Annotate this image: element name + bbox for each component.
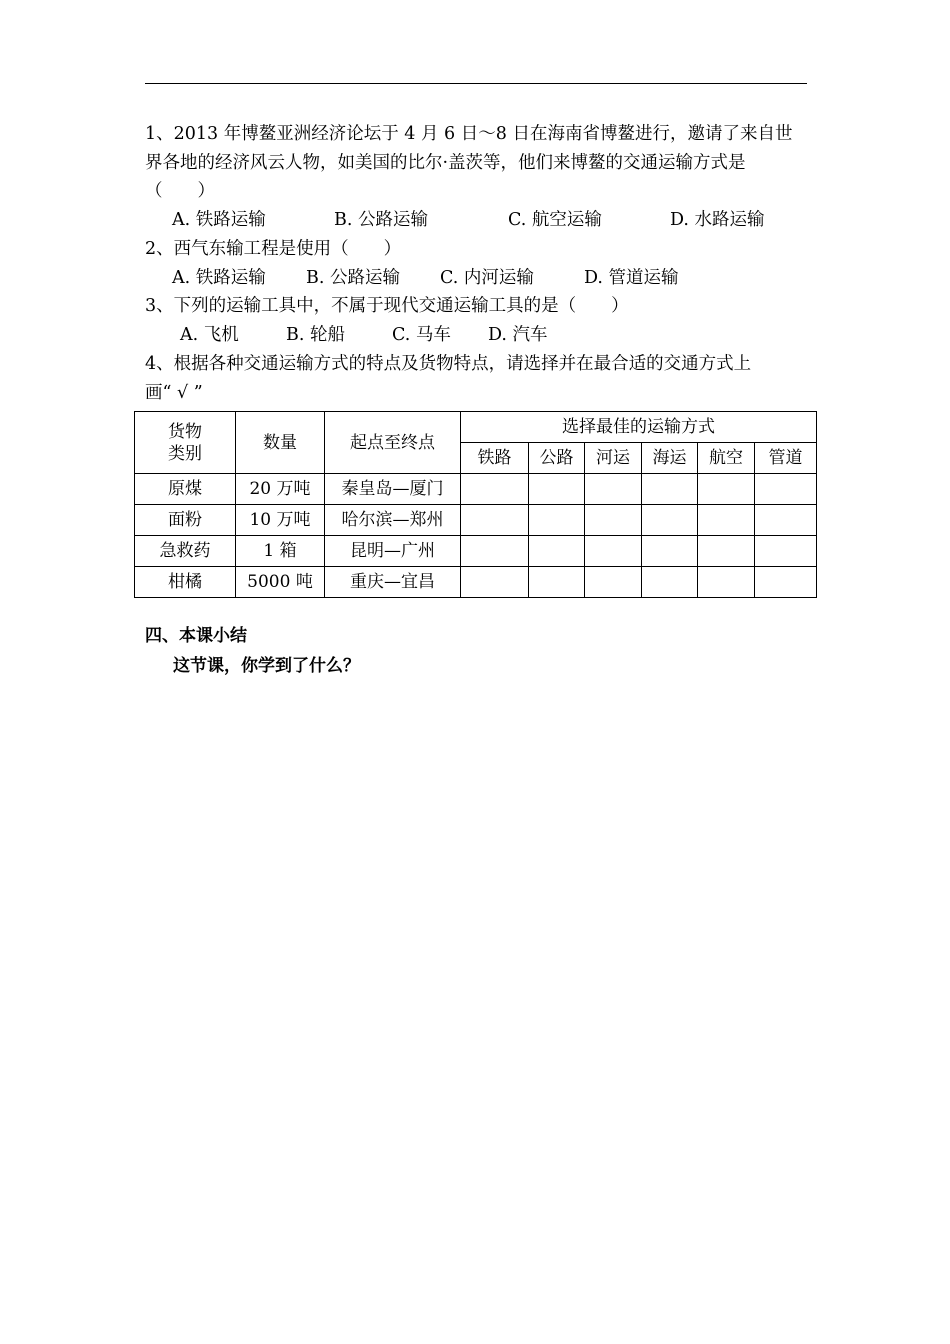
summary-heading: 四、本课小结 xyxy=(145,626,247,646)
q2-option-c: C. 内河运输 xyxy=(440,268,534,288)
q2-option-b: B. 公路运输 xyxy=(306,268,400,288)
route-cell: 哈尔滨—郑州 xyxy=(325,505,461,536)
q1-option-d: D. 水路运输 xyxy=(670,210,765,230)
answer-cell[interactable] xyxy=(461,536,529,567)
q1-text-line2: 界各地的经济风云人物，如美国的比尔·盖茨等，他们来博鳌的交通运输方式是 xyxy=(145,153,746,173)
q1-option-a: A. 铁路运输 xyxy=(172,210,266,230)
mode-rail: 铁路 xyxy=(461,443,529,474)
answer-cell[interactable] xyxy=(698,567,755,598)
q2-text: 2、西气东输工程是使用（ ） xyxy=(145,239,402,259)
quantity-cell: 10 万吨 xyxy=(236,505,325,536)
header-route: 起点至终点 xyxy=(325,412,461,474)
header-choose-mode: 选择最佳的运输方式 xyxy=(461,412,817,443)
answer-cell[interactable] xyxy=(755,505,817,536)
answer-cell[interactable] xyxy=(585,474,642,505)
q1-option-b: B. 公路运输 xyxy=(334,210,428,230)
quantity-cell: 1 箱 xyxy=(236,536,325,567)
answer-cell[interactable] xyxy=(755,536,817,567)
route-cell: 秦皇岛—厦门 xyxy=(325,474,461,505)
answer-cell[interactable] xyxy=(529,567,585,598)
header-rule xyxy=(145,83,807,84)
q1-text-line1: 1、2013 年博鳌亚洲经济论坛于 4 月 6 日～8 日在海南省博鳌进行，邀请了来自世 xyxy=(145,124,793,144)
summary-question: 这节课，你学到了什么？ xyxy=(173,656,360,676)
answer-cell[interactable] xyxy=(461,474,529,505)
transport-table xyxy=(134,411,817,598)
q2-option-a: A. 铁路运输 xyxy=(172,268,266,288)
answer-cell[interactable] xyxy=(642,505,698,536)
q1-option-c: C. 航空运输 xyxy=(508,210,602,230)
cargo-cell: 急救药 xyxy=(135,536,236,567)
answer-cell[interactable] xyxy=(529,505,585,536)
answer-cell[interactable] xyxy=(461,505,529,536)
answer-cell[interactable] xyxy=(585,536,642,567)
header-cargo xyxy=(135,412,236,474)
q3-option-c: C. 马车 xyxy=(392,325,451,345)
answer-cell[interactable] xyxy=(698,505,755,536)
table-header-row xyxy=(135,412,817,443)
answer-cell[interactable] xyxy=(755,474,817,505)
cargo-cell: 柑橘 xyxy=(135,567,236,598)
q4-text-line2: 画“ √ ” xyxy=(145,383,203,403)
route-cell: 昆明—广州 xyxy=(325,536,461,567)
cargo-cell: 面粉 xyxy=(135,505,236,536)
answer-cell[interactable] xyxy=(461,567,529,598)
table-row xyxy=(135,567,817,598)
answer-cell[interactable] xyxy=(698,474,755,505)
table-row xyxy=(135,505,817,536)
cargo-cell: 原煤 xyxy=(135,474,236,505)
answer-cell[interactable] xyxy=(529,474,585,505)
q3-option-b: B. 轮船 xyxy=(286,325,345,345)
quantity-cell: 20 万吨 xyxy=(236,474,325,505)
answer-cell[interactable] xyxy=(529,536,585,567)
mode-sea: 海运 xyxy=(642,443,698,474)
mode-air: 航空 xyxy=(698,443,755,474)
answer-cell[interactable] xyxy=(585,505,642,536)
table-row xyxy=(135,474,817,505)
q2-option-d: D. 管道运输 xyxy=(584,268,679,288)
route-cell: 重庆—宜昌 xyxy=(325,567,461,598)
table-row xyxy=(135,536,817,567)
header-quantity: 数量 xyxy=(236,412,325,474)
q1-text-line3: （ ） xyxy=(145,181,215,201)
header-cargo-line2: 类别 xyxy=(168,443,202,464)
q4-text-line1: 4、根据各种交通运输方式的特点及货物特点，请选择并在最合适的交通方式上 xyxy=(145,354,752,374)
quantity-cell: 5000 吨 xyxy=(236,567,325,598)
header-cargo-line1: 货物 xyxy=(168,421,202,442)
answer-cell[interactable] xyxy=(642,567,698,598)
mode-pipeline: 管道 xyxy=(755,443,817,474)
answer-cell[interactable] xyxy=(642,474,698,505)
answer-cell[interactable] xyxy=(698,536,755,567)
q3-text: 3、下列的运输工具中，不属于现代交通运输工具的是（ ） xyxy=(145,296,629,316)
q3-option-d: D. 汽车 xyxy=(488,325,548,345)
answer-cell[interactable] xyxy=(755,567,817,598)
q3-option-a: A. 飞机 xyxy=(180,325,239,345)
answer-cell[interactable] xyxy=(642,536,698,567)
mode-river: 河运 xyxy=(585,443,642,474)
mode-road: 公路 xyxy=(529,443,585,474)
answer-cell[interactable] xyxy=(585,567,642,598)
